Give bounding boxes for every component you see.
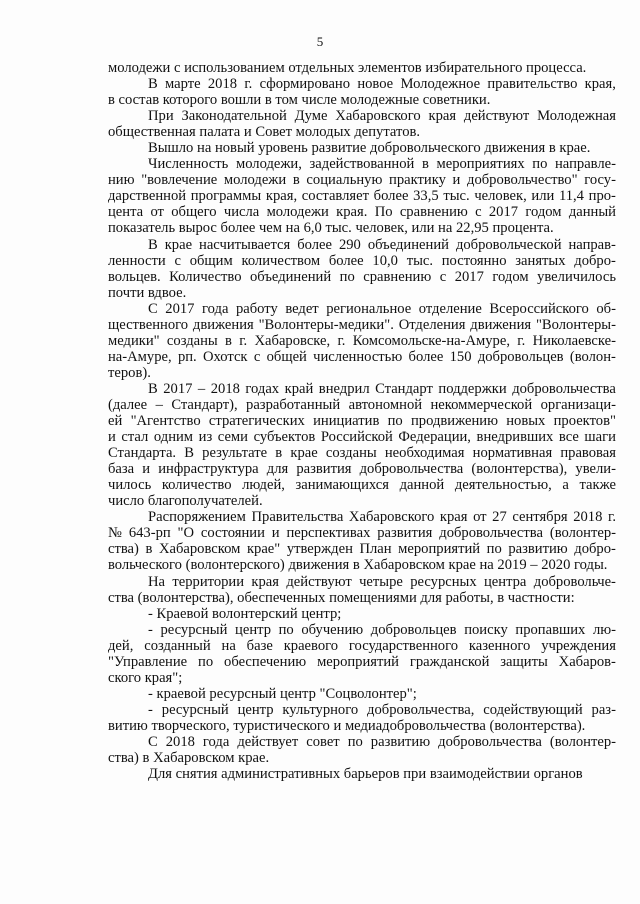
text-line: - ресурсный центр по обучению добровольцев поиску пропавших лю- — [148, 621, 616, 638]
paragraph — [108, 509, 616, 573]
paragraph — [108, 622, 616, 686]
paragraph — [108, 686, 616, 702]
text-line: цента от общего числа молодежи края. По сравнению с 2017 годом данный — [108, 204, 616, 221]
text-line: ского края"; — [108, 669, 183, 686]
text-line: на-Амуре, рп. Охотск с общей численностью более 150 добровольцев (волон- — [108, 348, 616, 365]
text-line: нию "вовлечение молодежи в социальную практику и добровольчество" госу- — [108, 172, 616, 189]
text-line: теров). — [108, 364, 151, 381]
text-line: (далее – Стандарт), разработанный автономной некоммерческой организаци- — [108, 396, 616, 413]
text-line: база и инфраструктура для развития добровольчества (волонтерства), увели- — [108, 461, 616, 478]
text-line: Численность молодежи, задействованной в мероприятиях по направле- — [148, 156, 616, 173]
text-line: "Управление по обеспечению мероприятий гражданской защиты Хабаров- — [108, 653, 616, 670]
text-line: № 643-рп "О состоянии и перспективах развития добровольчества (волонтер- — [108, 525, 616, 542]
paragraph — [108, 766, 616, 782]
paragraph — [108, 237, 616, 301]
text-line: При Законодательной Думе Хабаровского края действуют Молодежная — [148, 108, 616, 125]
text-line: - Краевой волонтерский центр; — [148, 605, 342, 622]
text-line: показатель вырос более чем на 6,0 тыс. человек, или на 22,95 процента. — [108, 220, 554, 237]
paragraph — [108, 301, 616, 381]
text-line: В марте 2018 г. сформировано новое Молодежное правительство края, — [148, 76, 616, 93]
text-line: дарственной программы края, составляет более 33,5 тыс. человек, или 11,4 про- — [108, 188, 616, 205]
text-line: вольцев. Количество объединений по сравнению с 2017 годом увеличилось — [108, 268, 616, 285]
text-line: Распоряжением Правительства Хабаровского края от 27 сентября 2018 г. — [148, 509, 616, 526]
text-line: дей, созданный на базе краевого государственного казенного учреждения — [108, 637, 616, 654]
text-line: ства) в Хабаровском крае. — [108, 750, 270, 767]
paragraph — [108, 734, 616, 766]
text-line: Для снятия административных барьеров при взаимодействии органов — [148, 766, 583, 783]
document-body — [108, 60, 616, 782]
paragraph — [108, 108, 616, 140]
text-line: и стал одним из семи субъектов Российской Федерации, внедривших все шаги — [108, 429, 616, 446]
text-line: В крае насчитывается более 290 объединений добровольческой направ- — [148, 236, 616, 253]
text-line: витию творческого, туристического и медиадобровольчества (волонтерства). — [108, 717, 586, 734]
paragraph — [108, 606, 616, 622]
text-line: - ресурсный центр культурного добровольчества, содействующий раз- — [148, 701, 616, 718]
text-line: Вышло на новый уровень развитие добровольческого движения в крае. — [148, 140, 591, 157]
text-line: ства) в Хабаровском крае" утвержден План мероприятий по развитию добро- — [108, 541, 616, 558]
paragraph — [108, 702, 616, 734]
text-line: число благополучателей. — [108, 493, 263, 510]
text-line: ей "Агентство стратегических инициатив по продвижению новых проектов" — [108, 413, 616, 430]
paragraph — [108, 156, 616, 236]
paragraph — [108, 574, 616, 606]
text-line: чилось количество людей, занимающихся данной деятельностью, а также — [108, 477, 616, 494]
text-line: общественная палата и Совет молодых депутатов. — [108, 124, 421, 141]
text-line: молодежи с использованием отдельных элементов избирательного процесса. — [108, 60, 587, 76]
text-line: ленности с общим количеством более 10,0 тыс. постоянно занятых добро- — [108, 252, 616, 269]
paragraph — [108, 60, 616, 76]
text-line: На территории края действуют четыре ресурсных центра добровольче- — [148, 573, 616, 590]
text-line: в состав которого вошли в том числе молодежные советники. — [108, 92, 491, 109]
page-number: 5 — [316, 34, 324, 49]
text-line: С 2018 года действует совет по развитию добровольчества (волонтер- — [148, 733, 616, 750]
text-line: С 2017 года работу ведет региональное отделение Всероссийского об- — [148, 300, 616, 317]
paragraph — [108, 76, 616, 108]
text-line: Стандарта. В результате в крае созданы необходимая нормативная правовая — [108, 445, 616, 462]
text-line: почти вдвое. — [108, 284, 187, 301]
paragraph — [108, 140, 616, 156]
text-line: медики" созданы в г. Хабаровске, г. Комсомольске-на-Амуре, г. Николаевске- — [108, 332, 616, 349]
text-line: В 2017 – 2018 годах край внедрил Стандарт поддержки добровольчества — [148, 380, 616, 397]
text-line: ства (волонтерства), обеспеченных помещениями для работы, в частности: — [108, 589, 575, 606]
text-line: щественного движения "Волонтеры-медики". Отделения движения "Волонтеры- — [108, 316, 616, 333]
paragraph — [108, 381, 616, 509]
text-line: - краевой ресурсный центр "Соцволонтер"; — [148, 685, 417, 702]
text-line: вольческого (волонтерского) движения в Хабаровском крае на 2019 – 2020 годы. — [108, 557, 608, 574]
